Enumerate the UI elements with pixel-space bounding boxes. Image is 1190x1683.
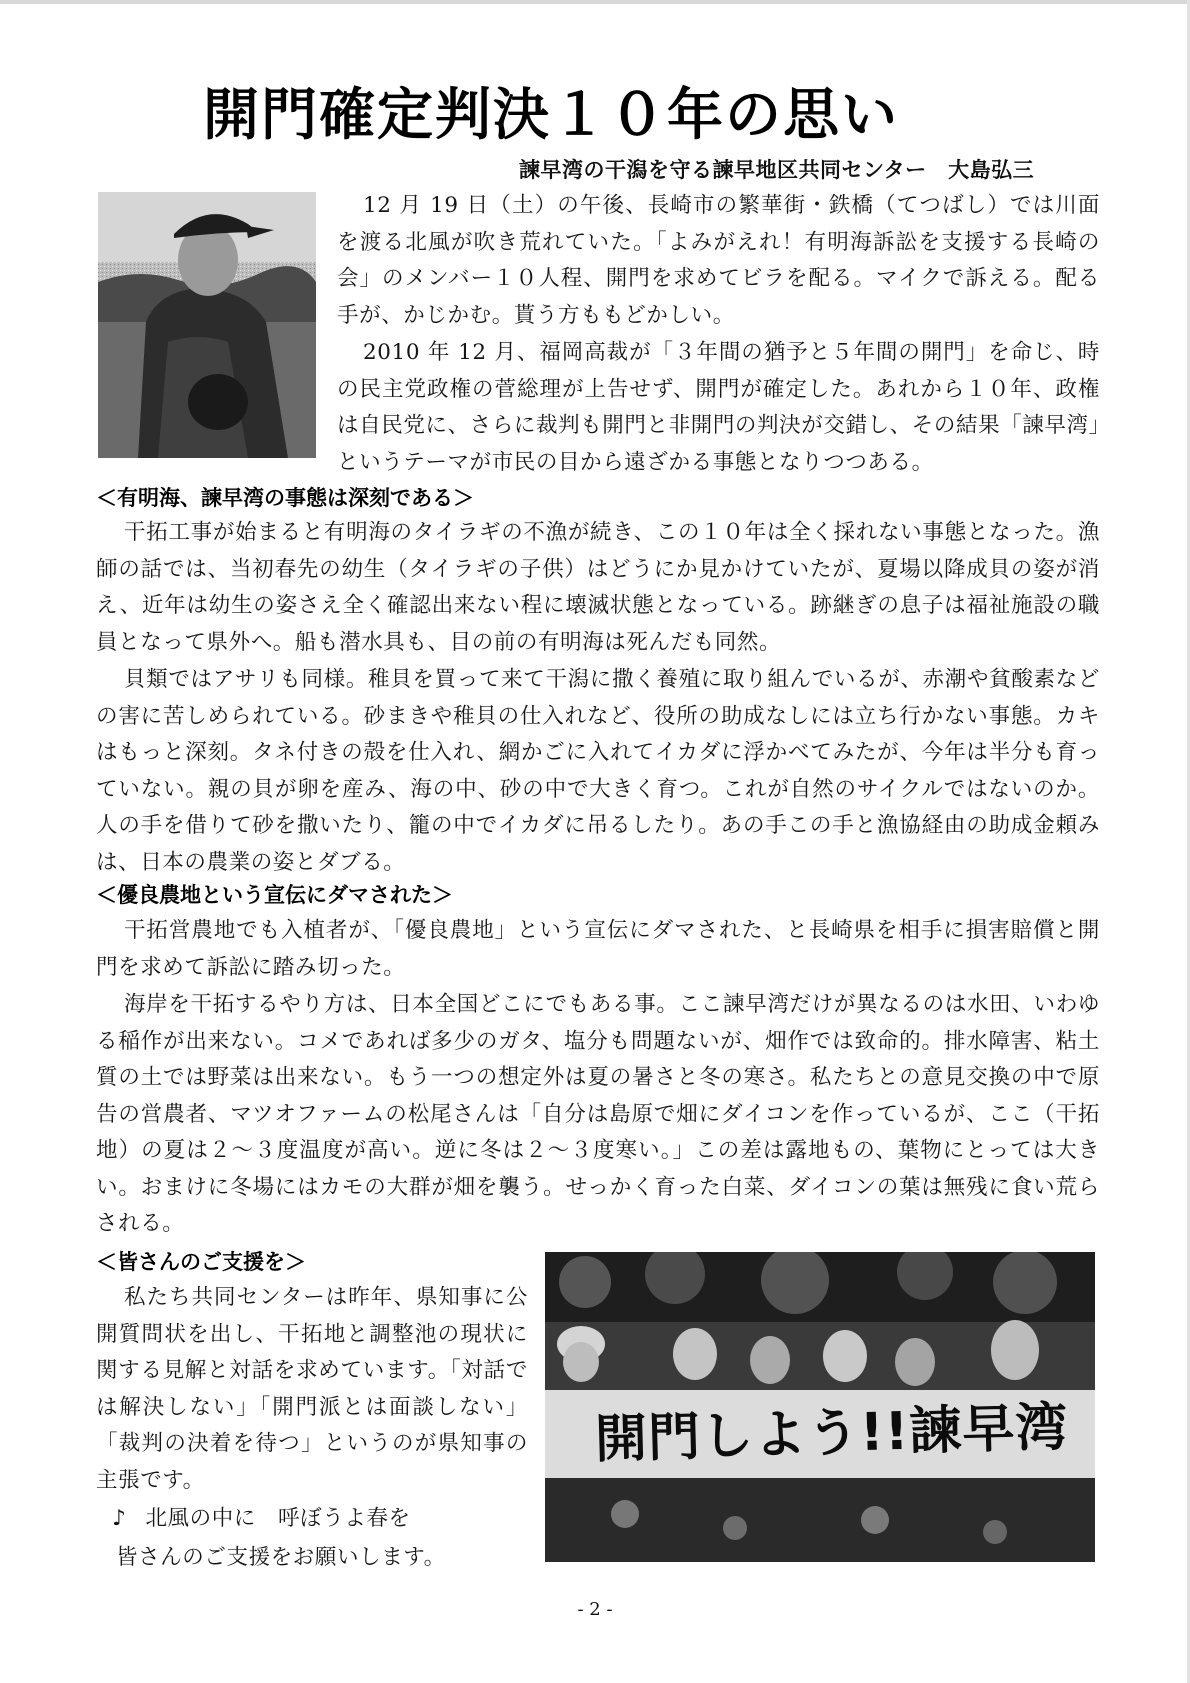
demonstration-photo bbox=[545, 1252, 1095, 1562]
section-heading-farmland: ＜優良農地という宣伝にダマされた＞ bbox=[96, 883, 453, 907]
section-heading-ariake: ＜有明海、諫早湾の事態は深刻である＞ bbox=[96, 486, 474, 510]
closing-line-2: 皆さんのご支援をお願いします。 bbox=[116, 1545, 446, 1570]
section1-paragraph-1: 干拓工事が始まると有明海のタイラギの不漁が続き、この１０年は全く採れない事態となった。漁師の話では、当初春先の幼生（タイラギの子供）はどうにか見かけていたが、夏場以降成貝の姿が消え、近年は幼生の姿さえ全く確認出来ない程に壊滅状態となっている。跡継ぎの息子は福祉施設の職員となって県外へ。船も潜水具も、目の前の有明海は死んだも同然。 bbox=[96, 520, 1100, 655]
intro-paragraph-1: 12 月 19 日（土）の午後、長崎市の繁華街・鉄橋（てつばし）では川面を渡る北風が吹き荒れていた。「よみがえれ！有明海訴訟を支援する長崎の会」のメンバー１０人程、開門を求めてビラを配る。マイクで訴える。配る手が、かじかむ。貰う方ももどかしい。 bbox=[337, 193, 1100, 328]
section3-paragraph-1: 私たち共同センターは昨年、県知事に公開質問状を出し、干拓地と調整池の現状に関する見解と対話を求めています。「対話では解決しない」「開門派とは面談しない」「裁判の決着を待つ」というのが県知事の主張です。 bbox=[96, 1285, 528, 1493]
scan-edge-top bbox=[0, 0, 1190, 4]
article-title: 開門確定判決１０年の思い bbox=[203, 83, 899, 148]
protest-banner-text: 開門しよう!!諫早湾 bbox=[594, 1397, 1070, 1471]
section-heading-support: ＜皆さんのご支援を＞ bbox=[96, 1250, 306, 1274]
article-author: 諫早湾の干潟を守る諫早地区共同センター 大島弘三 bbox=[519, 157, 1035, 182]
portrait-photo bbox=[98, 192, 316, 458]
intro-paragraph-2: 2010 年 12 月、福岡高裁が「３年間の猶予と５年間の開門」を命じ、時の民主党政権の菅総理が上告せず、開門が確定した。あれから１０年、政権は自民党に、さらに裁判も開門と非開門の判決が交錯し、その結果「諫早湾」というテーマが市民の目から遠ざかる事態となりつつある。 bbox=[337, 340, 1100, 475]
music-note-icon: ♪ bbox=[112, 1506, 127, 1531]
page-number: - 2 - bbox=[577, 1599, 613, 1620]
section2-paragraph-2: 海岸を干拓するやり方は、日本全国どこにでもある事。ここ諫早湾だけが異なるのは水田、いわゆる稲作が出来ない。コメであれば多少のガタ、塩分も問題ないが、畑作では致命的。排水障害、粘土質の土では野菜は出来ない。もう一つの想定外は夏の暑さと冬の寒さ。私たちとの意見交換の中で原告の営農者、マツオファームの松尾さんは「自分は島原で畑にダイコンを作っているが、ここ（干拓地）の夏は２～３度温度が高い。逆に冬は２～３度寒い。」この差は露地もの、葉物にとっては大きい。おまけに冬場にはカモの大群が畑を襲う。せっかく育った白菜、ダイコンの葉は無残に食い荒らされる。 bbox=[96, 992, 1100, 1236]
section2-paragraph-1: 干拓営農地でも入植者が、「優良農地」という宣伝にダマされた、と長崎県を相手に損害賠償と開門を求めて訴訟に踏み切った。 bbox=[96, 918, 1100, 980]
protest-banner bbox=[545, 1390, 1095, 1478]
closing-line-1 bbox=[112, 1501, 532, 1538]
section1-paragraph-2: 貝類ではアサリも同様。稚貝を買って来て干潟に撒く養殖に取り組んでいるが、赤潮や貧酸素などの害に苦しめられている。砂まきや稚貝の仕入れなど、役所の助成なしには立ち行かない事態。カキはもっと深刻。タネ付きの殻を仕入れ、網かごに入れてイカダに浮かべてみたが、今年は半分も育っていない。親の貝が卵を産み、海の中、砂の中で大きく育つ。これが自然のサイクルではないのか。人の手を借りて砂を撒いたり、籠の中でイカダに吊るしたり。あの手この手と漁協経由の助成金頼みは、日本の農業の姿とダブる。 bbox=[96, 667, 1100, 875]
closing-line-1-text: 北風の中に 呼ぼうよ春を bbox=[145, 1506, 411, 1531]
